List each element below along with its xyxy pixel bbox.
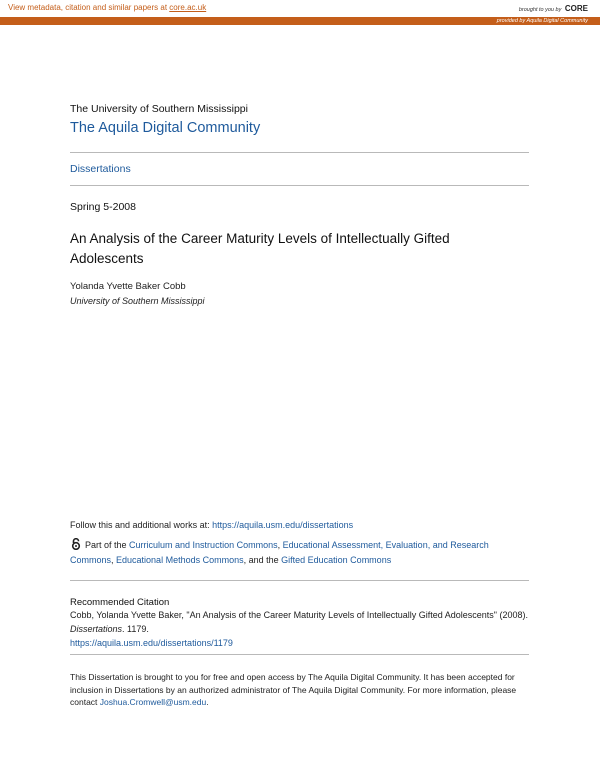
discipline-link[interactable]: Educational Methods Commons (116, 555, 244, 565)
divider (70, 580, 529, 581)
dissertations-url-link[interactable]: https://aquila.usm.edu/dissertations (212, 520, 354, 530)
divider (70, 152, 529, 153)
author-name: Yolanda Yvette Baker Cobb (70, 281, 186, 292)
notice-end: . (206, 697, 209, 707)
citation-text: Cobb, Yolanda Yvette Baker, "An Analysis of the Career Maturity Levels of Intellectually Gifted Adolescents" (2008). (70, 610, 528, 620)
follow-line (70, 520, 353, 530)
contact-email-link[interactable]: Joshua.Cromwell@usm.edu (99, 697, 207, 707)
core-link[interactable]: core.ac.uk (169, 3, 207, 12)
recommended-citation-heading: Recommended Citation (70, 597, 170, 608)
follow-text: Follow this and additional works at: (70, 520, 213, 530)
core-provided-by: provided by Aquila Digital Community (496, 18, 588, 24)
university-name: The University of Southern Mississippi (70, 103, 248, 115)
discipline-link[interactable]: Curriculum and Instruction Commons (129, 540, 278, 550)
access-notice (70, 671, 540, 709)
discipline-separator: , (111, 555, 117, 565)
core-metadata-line (8, 3, 206, 12)
document-title: An Analysis of the Career Maturity Levels of Intellectually Gifted Adolescents (70, 231, 450, 266)
citation-series: Dissertations (70, 624, 123, 634)
repository-name[interactable]: The Aquila Digital Community (70, 120, 261, 136)
core-brought-text: brought to you by (518, 7, 562, 13)
series-link[interactable]: Dissertations (70, 163, 131, 175)
core-brought-by (519, 4, 588, 13)
open-access-icon (70, 538, 82, 550)
discipline-link[interactable]: Gifted Education Commons (281, 555, 392, 565)
discipline-separator: , and the (243, 555, 282, 565)
disciplines (70, 538, 530, 568)
discipline-separator: , (277, 540, 283, 550)
divider (70, 185, 529, 186)
notice-text: This Dissertation is brought to you for free and open access by The Aquila Digital Community. It has been accepted for inclusion in Dissertations by an authorized administrator of The Aquila Digital Community. For more information, please contact (70, 672, 517, 707)
discipline-link[interactable]: Educational Assessment, Evaluation, and Research Commons (70, 540, 489, 565)
citation-suffix: . 1179. (122, 624, 149, 634)
divider (70, 654, 529, 655)
core-provider-bar (0, 17, 600, 25)
disciplines-prefix: Part of the (85, 540, 130, 550)
citation-url-link[interactable]: https://aquila.usm.edu/dissertations/1179 (70, 638, 233, 648)
recommended-citation (70, 608, 530, 650)
publication-date: Spring 5-2008 (70, 201, 136, 213)
core-metadata-text: View metadata, citation and similar papers at (8, 3, 170, 12)
author-affiliation: University of Southern Mississippi (70, 296, 205, 306)
core-logo[interactable]: CORE (564, 4, 588, 13)
